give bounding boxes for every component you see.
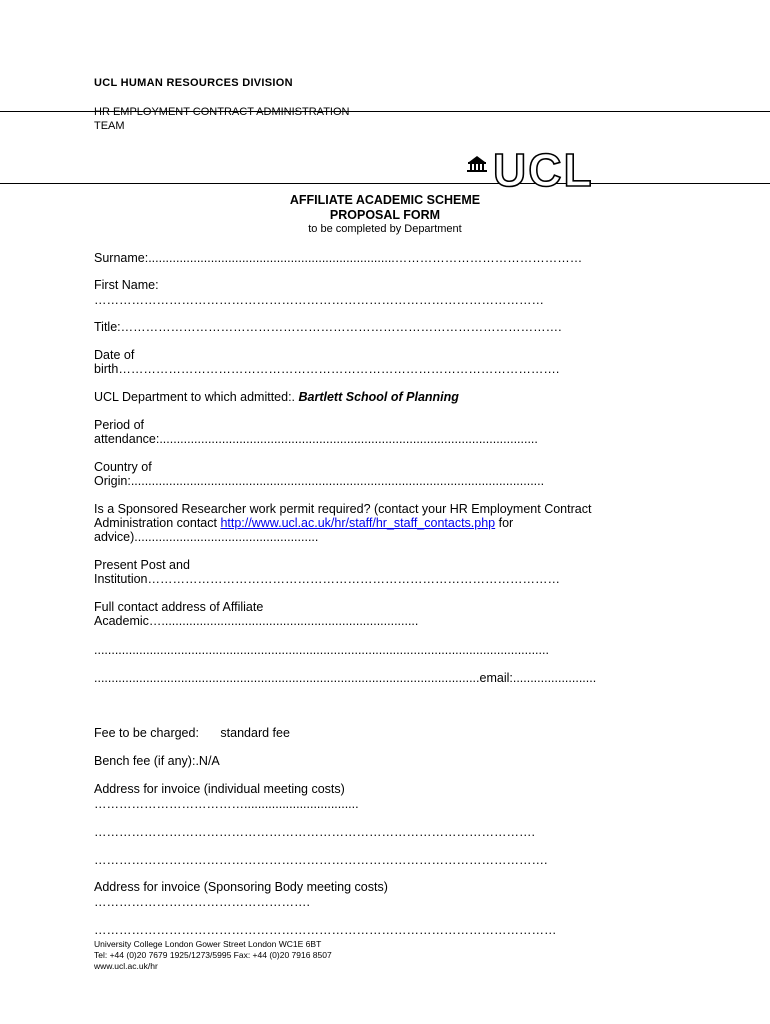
- form-subtitle: to be completed by Department: [308, 223, 462, 235]
- email-label: email:: [479, 671, 513, 685]
- permit-for-text: for: [495, 516, 514, 530]
- country-field[interactable]: Origin:.......................................................................................................................: [94, 474, 545, 488]
- form-title-line1: AFFILIATE ACADEMIC SCHEME: [289, 193, 481, 207]
- period-label: Period of: [94, 418, 145, 432]
- footer-phone: Tel: +44 (0)20 7679 1925/1273/5995 Fax: +44 (0)20 7916 8507: [94, 950, 332, 960]
- permit-field[interactable]: advice).....................................................: [94, 530, 319, 544]
- first-name-label: First Name:: [94, 278, 159, 292]
- form-title-line2: PROPOSAL FORM: [329, 208, 441, 222]
- address-field-line3[interactable]: ...............................................................................................................: [94, 671, 480, 685]
- fee-value: standard fee: [220, 726, 290, 740]
- post-field[interactable]: Institution………………………………………………………………………………………: [94, 572, 561, 586]
- first-name-field[interactable]: ………………………………………………………………………………………………: [94, 293, 544, 307]
- hr-contacts-link[interactable]: http://www.ucl.ac.uk/hr/staff/hr_staff_contacts.php: [220, 516, 496, 530]
- invoice-sponsor-label: Address for invoice (Sponsoring Body meeting costs): [94, 880, 388, 894]
- post-label: Present Post and: [94, 558, 190, 572]
- invoice-individual-field-line3[interactable]: ……………………………………………………………………………………………….: [94, 853, 548, 867]
- address-label: Full contact address of Affiliate: [94, 600, 264, 614]
- invoice-individual-label: Address for invoice (individual meeting costs): [94, 782, 345, 796]
- ucl-logo: [465, 148, 645, 188]
- permit-contact-text: Administration contact: [94, 516, 221, 530]
- invoice-sponsor-field-line2[interactable]: …………………………………………………………………………………………………: [94, 923, 557, 937]
- footer-website: www.ucl.ac.uk/hr: [94, 961, 158, 971]
- invoice-individual-field-line2[interactable]: …………………………………………………………………………………………….: [94, 825, 535, 839]
- surname-field[interactable]: Surname:.......................................................................………………………………………: [94, 251, 583, 265]
- department-label: UCL Department to which admitted:.: [94, 390, 296, 404]
- division-heading: UCL HUMAN RESOURCES DIVISION: [94, 77, 293, 89]
- department-field[interactable]: [94, 390, 459, 404]
- email-field[interactable]: ........................: [512, 671, 597, 685]
- period-field[interactable]: attendance:.............................................................................................................: [94, 432, 538, 446]
- address-field[interactable]: Academic…..........................................................................: [94, 614, 419, 628]
- address-email-row[interactable]: [94, 671, 596, 685]
- header-frame: [0, 111, 770, 184]
- title-field[interactable]: Title:…………………………………………………………………………………………….: [94, 320, 562, 334]
- team-heading-line1: HR EMPLOYMENT CONTRACT ADMINISTRATION: [94, 106, 350, 118]
- fee-row: [94, 726, 290, 740]
- bench-fee-field[interactable]: Bench fee (if any):.N/A: [94, 754, 220, 768]
- country-label: Country of: [94, 460, 152, 474]
- invoice-sponsor-field-line1[interactable]: …………………………………………….: [94, 895, 310, 909]
- address-field-line2[interactable]: ...................................................................................................................................: [94, 643, 549, 657]
- ucl-logo-lettering: UCL: [493, 148, 594, 188]
- permit-question-line1: Is a Sponsored Researcher work permit required? (contact your HR Employment Contract: [94, 502, 592, 516]
- footer-address: University College London Gower Street London WC1E 6BT: [94, 939, 322, 949]
- portico-icon: [467, 156, 487, 172]
- team-heading-line2: TEAM: [94, 120, 125, 132]
- department-value: Bartlett School of Planning: [298, 390, 459, 404]
- fee-label: Fee to be charged:: [94, 726, 199, 740]
- dob-field[interactable]: birth…………………………………………………………………………………………….: [94, 362, 560, 376]
- dob-label: Date of: [94, 348, 135, 362]
- permit-question-line2: [94, 516, 513, 530]
- invoice-individual-field-line1[interactable]: ……………………………….................................: [94, 797, 359, 811]
